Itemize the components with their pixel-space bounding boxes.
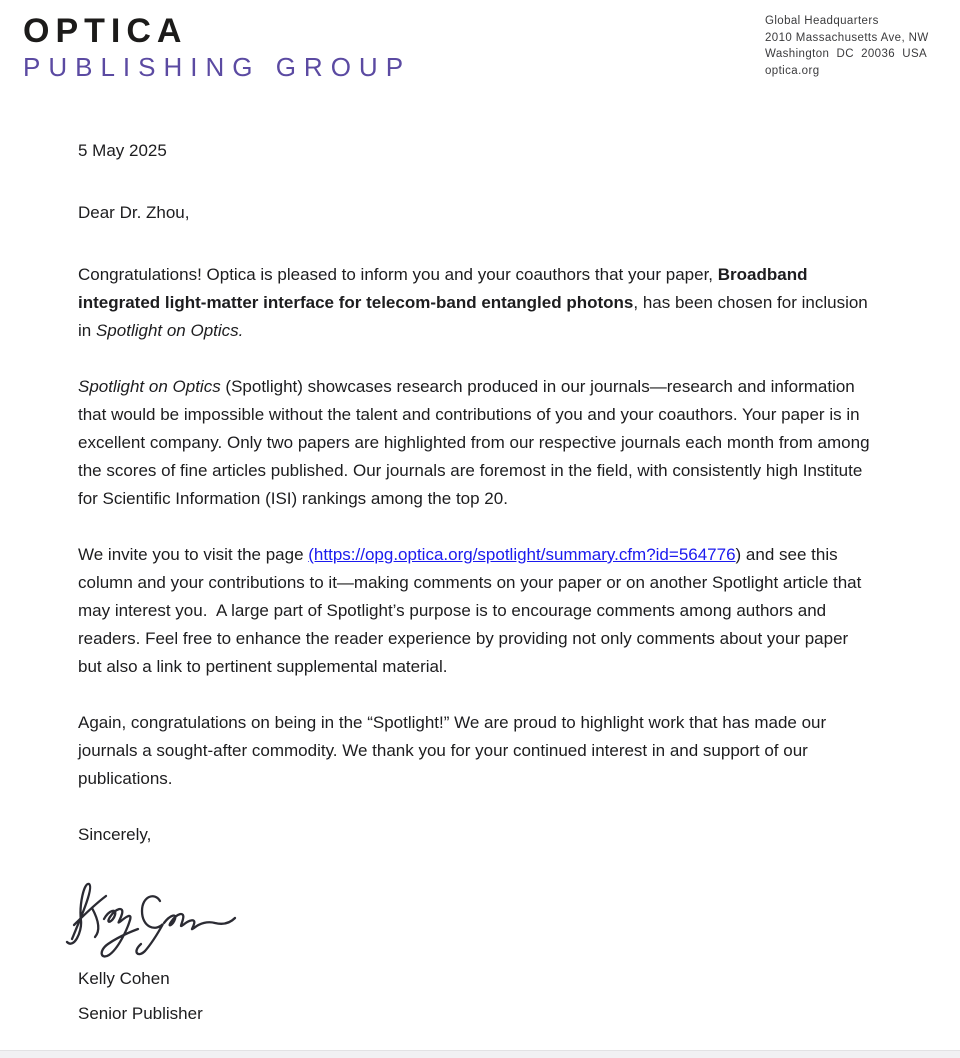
text-run: Congratulations! Optica is pleased to inform you and your coauthors that your paper,: [78, 265, 718, 284]
text-run: (Spotlight) showcases research produced in our journals—research and information that would be impossible without the talent and contributions of you and your coauthors. Your paper is in excellent company. Only two papers are highlighted from our respective journals each month from among the scores of fine articles published. Our journals are foremost in the field, with consistently high Institute for Scientific Information (ISI) rankings among the top 20.: [78, 377, 875, 508]
text-run: Spotlight on Optics.: [95, 321, 244, 340]
paragraph-closing-congrats: [78, 709, 870, 793]
optica-logo: [23, 12, 411, 82]
headquarters-address: [765, 13, 929, 79]
text-run: , has been chosen for inclusion in: [78, 293, 873, 340]
text-run: We invite you to visit the page: [78, 545, 309, 564]
signature-image: [60, 877, 870, 961]
closing: Sincerely,: [78, 825, 152, 844]
address-line-4: optica.org: [765, 64, 820, 77]
logo-wordmark: OPTICA: [23, 12, 188, 50]
paragraph-congratulations: [78, 261, 873, 345]
text-run: Again, congratulations on being in the “Spotlight!” We are proud to highlight work that has made our journals a sought-after commodity. We thank you for your continued interest in and support of our publications.: [78, 713, 831, 788]
logo-subtitle: PUBLISHING GROUP: [23, 52, 412, 82]
text-run: ) and see this column and your contributions to it—making comments on your paper or on another Spotlight article that may interest you. A large part of Spotlight’s purpose is to encourage comments among authors and readers. Feel free to enhance the reader experience by providing not only comments about your paper but also a link to pertinent supplemental material.: [78, 545, 867, 676]
address-line-2: 2010 Massachusetts Ave, NW: [765, 31, 929, 44]
paragraph-spotlight-description: [78, 373, 875, 513]
signature-title: Senior Publisher: [78, 1004, 203, 1023]
salutation: Dear Dr. Zhou,: [78, 203, 190, 222]
letter-date: 5 May 2025: [78, 141, 167, 160]
letter-body: [78, 137, 875, 1028]
spotlight-summary-link[interactable]: (https://opg.optica.org/spotlight/summary.cfm?id=564776: [308, 545, 736, 564]
text-run: Spotlight on Optics: [78, 377, 221, 396]
page-bottom-edge: [0, 1050, 960, 1058]
paragraph-invitation: [78, 541, 870, 681]
signature-name: Kelly Cohen: [78, 969, 170, 988]
address-line-1: Global Headquarters: [765, 15, 879, 27]
address-line-3: Washington DC 20036 USA: [765, 48, 928, 60]
text-run: Broadband integrated light-matter interface for telecom-band entangled photons: [78, 265, 813, 312]
